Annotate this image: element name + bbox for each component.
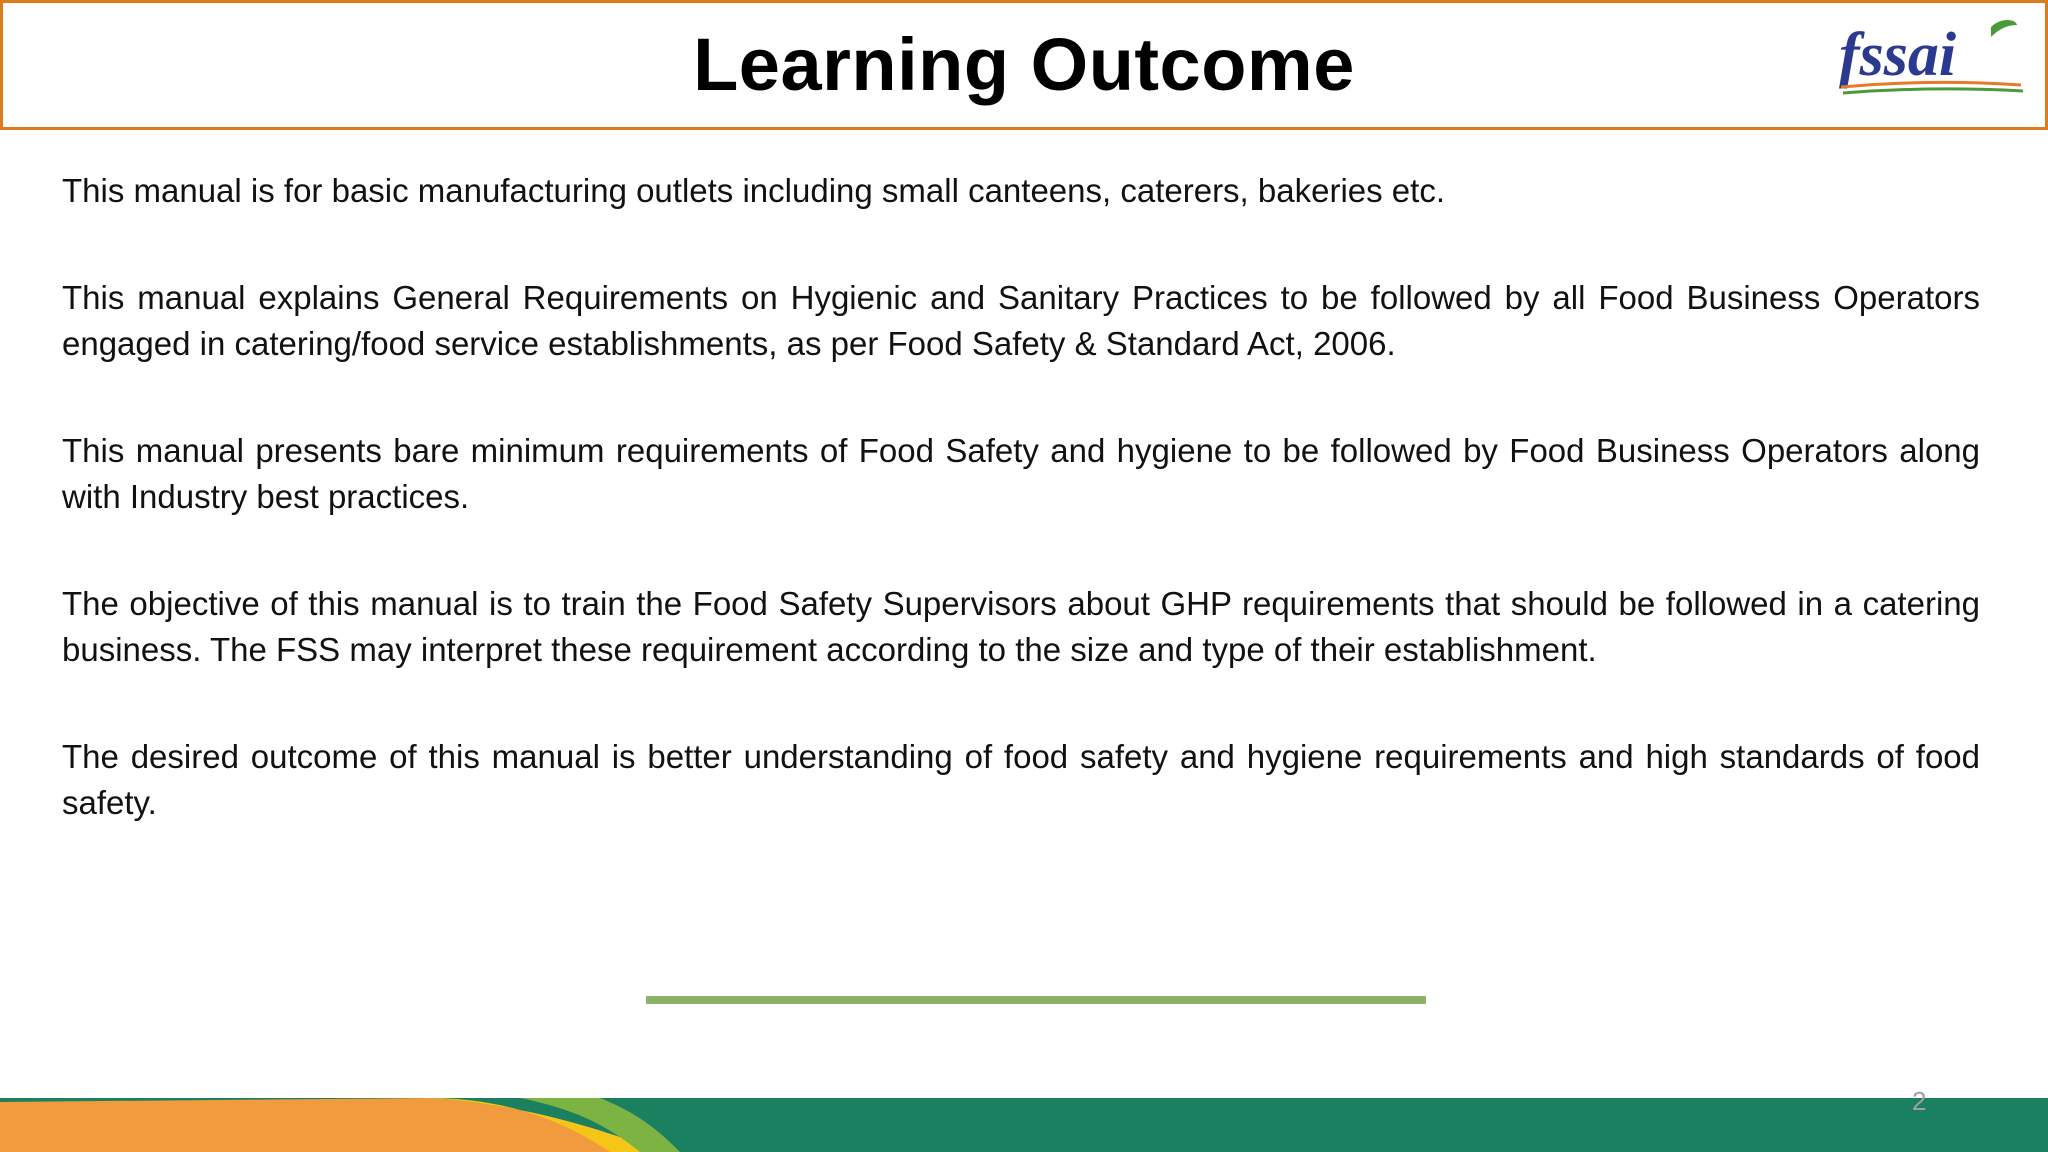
paragraph-requirements: This manual explains General Requirements on Hygienic and Sanitary Practices to be followed by all Food Business Operators engaged in catering/food service establishments, as per Food Safety & Standard Act, 2006. [62, 279, 1980, 362]
paragraph-desired-outcome: The desired outcome of this manual is better understanding of food safety and hygiene requirements and high standards of food safety. [62, 738, 1980, 821]
paragraph-scope: This manual is for basic manufacturing outlets including small canteens, caterers, bakeries etc. [62, 172, 1445, 209]
paragraph-minimum-requirements: This manual presents bare minimum requirements of Food Safety and hygiene to be followed by Food Business Operators along with Industry best practices. [62, 432, 1980, 515]
slide-header [0, 0, 2048, 130]
logo-wordmark: fssai [1839, 21, 1957, 89]
leaf-icon [1991, 20, 2017, 37]
paragraph-objective: The objective of this manual is to train the Food Safety Supervisors about GHP requirements that should be followed in a catering business. The FSS may interpret these requirement according to the size and type of their establishment. [62, 585, 1980, 668]
fssai-logo-icon [1831, 15, 2031, 105]
logo-swoosh-green [1843, 89, 2023, 93]
footer-band [0, 1098, 2048, 1152]
slide-title: Learning Outcome [693, 23, 1355, 106]
slide-body [62, 168, 1980, 887]
decorative-divider [646, 996, 1426, 1004]
page-number: 2 [1912, 1086, 1927, 1116]
